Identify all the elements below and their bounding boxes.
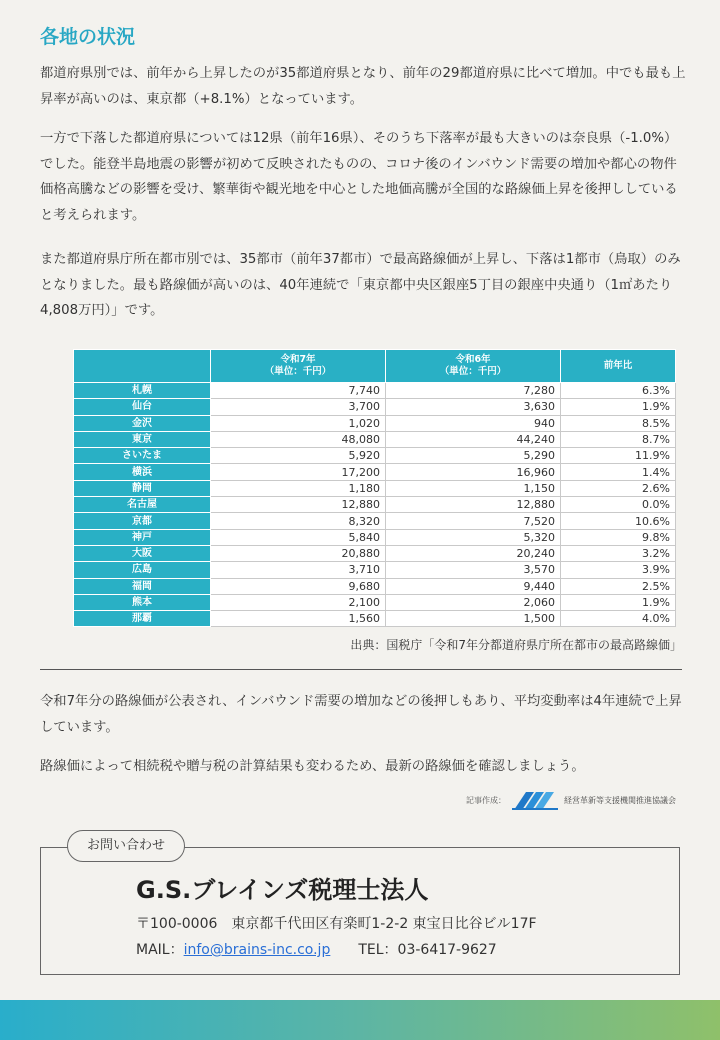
cell-r7-value: 17,200 xyxy=(211,464,386,480)
cell-change: 1.9% xyxy=(561,399,676,415)
header-r6-unit: （単位：千円） xyxy=(439,366,507,377)
table-row xyxy=(74,448,676,464)
contact-line xyxy=(136,939,497,959)
cell-r6-value: 2,060 xyxy=(386,594,561,610)
article-credit xyxy=(466,790,676,810)
cell-r7-value: 1,560 xyxy=(211,611,386,627)
cell-r7-value: 5,840 xyxy=(211,529,386,545)
email-link[interactable]: info@brains-inc.co.jp xyxy=(183,942,331,958)
cell-r6-value: 7,520 xyxy=(386,513,561,529)
route-price-table xyxy=(73,349,676,627)
cell-r7-value: 48,080 xyxy=(211,431,386,447)
cell-r7-value: 1,020 xyxy=(211,415,386,431)
table-row xyxy=(74,464,676,480)
cell-change: 3.9% xyxy=(561,562,676,578)
cell-r7-value: 3,710 xyxy=(211,562,386,578)
cell-r7-value: 5,920 xyxy=(211,448,386,464)
cell-change: 3.2% xyxy=(561,545,676,561)
cell-change: 1.9% xyxy=(561,594,676,610)
cell-change: 0.0% xyxy=(561,497,676,513)
cell-r7-value: 9,680 xyxy=(211,578,386,594)
cell-change: 6.3% xyxy=(561,383,676,399)
company-name: G.S.ブレインズ税理士法人 xyxy=(136,876,429,904)
cell-city: 金沢 xyxy=(74,415,211,431)
paragraph-advice: 路線価によって相続税や贈与税の計算結果も変わるため、最新の路線価を確認しましょう。 xyxy=(40,759,585,774)
cell-r6-value: 5,290 xyxy=(386,448,561,464)
header-r6-year: 令和6年 xyxy=(455,354,491,365)
paragraph-decline-summary: 一方で下落した都道府県については12県（前年16県）、そのうち下落率が最も大きいのは奈良県（-1.0%）でした。能登半島地震の影響が初めて反映されたものの、コロナ後のインバウンド需要の増加や都心の物件価格高騰などの影響を受け、繁華街や観光地を中心とした地価高騰が全国的な路線価上昇を後押ししていると考えられます。 xyxy=(40,131,678,223)
company-address: 〒100-0006 東京都千代田区有楽町1-2-2 東宝日比谷ビル17F xyxy=(136,916,537,932)
cell-r6-value: 9,440 xyxy=(386,578,561,594)
mail-label: MAIL： xyxy=(136,942,184,958)
cell-r6-value: 940 xyxy=(386,415,561,431)
cell-r6-value: 44,240 xyxy=(386,431,561,447)
table-row xyxy=(74,383,676,399)
table-row xyxy=(74,529,676,545)
table-row xyxy=(74,513,676,529)
cell-city: 福岡 xyxy=(74,578,211,594)
cell-change: 9.8% xyxy=(561,529,676,545)
cell-change: 10.6% xyxy=(561,513,676,529)
header-city xyxy=(74,350,211,383)
header-r6 xyxy=(386,350,561,383)
section-divider xyxy=(40,669,682,670)
cell-city: 仙台 xyxy=(74,399,211,415)
phone-number: TEL：03-6417-9627 xyxy=(358,942,497,958)
paragraph-conclusion: 令和7年分の路線価が公表され、インバウンド需要の増加などの後押しもあり、平均変動率は4年連続で上昇しています。 xyxy=(40,694,682,735)
contact-tab-label: お問い合わせ xyxy=(67,830,185,862)
cell-change: 2.5% xyxy=(561,578,676,594)
cell-city: 熊本 xyxy=(74,594,211,610)
header-change: 前年比 xyxy=(561,350,676,383)
cell-change: 8.7% xyxy=(561,431,676,447)
table-row xyxy=(74,611,676,627)
cell-city: 静岡 xyxy=(74,480,211,496)
cell-r6-value: 5,320 xyxy=(386,529,561,545)
paragraph-capital-cities: また都道府県庁所在都市別では、35都市（前年37都市）で最高路線価が上昇し、下落は1都市（鳥取）のみとなりました。最も路線価が高いのは、40年連続で「東京都中央区銀座5丁目の銀座中央通り（1㎡あたり4,808万円）」です。 xyxy=(40,252,681,318)
table-row xyxy=(74,415,676,431)
table-body xyxy=(74,383,676,627)
cell-r7-value: 3,700 xyxy=(211,399,386,415)
credit-label: 記事作成： xyxy=(466,795,506,805)
cell-city: 神戸 xyxy=(74,529,211,545)
cell-r7-value: 2,100 xyxy=(211,594,386,610)
section-title: 各地の状況 xyxy=(40,26,136,48)
cell-r6-value: 7,280 xyxy=(386,383,561,399)
cell-r6-value: 3,570 xyxy=(386,562,561,578)
cell-r7-value: 20,880 xyxy=(211,545,386,561)
cell-change: 8.5% xyxy=(561,415,676,431)
cell-r7-value: 1,180 xyxy=(211,480,386,496)
cell-city: 札幌 xyxy=(74,383,211,399)
table-row xyxy=(74,578,676,594)
cell-r7-value: 12,880 xyxy=(211,497,386,513)
cell-r6-value: 1,150 xyxy=(386,480,561,496)
header-r7-unit: （単位：千円） xyxy=(264,366,332,377)
cell-r6-value: 3,630 xyxy=(386,399,561,415)
table-row xyxy=(74,497,676,513)
cell-city: 大阪 xyxy=(74,545,211,561)
table-row xyxy=(74,562,676,578)
cell-r6-value: 16,960 xyxy=(386,464,561,480)
stripes-logo-icon xyxy=(512,790,558,810)
cell-change: 2.6% xyxy=(561,480,676,496)
cell-r6-value: 20,240 xyxy=(386,545,561,561)
header-r7-year: 令和7年 xyxy=(280,354,316,365)
table-row xyxy=(74,545,676,561)
footer-gradient-bar xyxy=(0,1000,720,1040)
cell-r6-value: 12,880 xyxy=(386,497,561,513)
table-source: 出典：国税庁「令和7年分都道府県庁所在都市の最高路線価」 xyxy=(350,638,682,652)
cell-city: 東京 xyxy=(74,431,211,447)
cell-city: さいたま xyxy=(74,448,211,464)
cell-city: 名古屋 xyxy=(74,497,211,513)
table-row xyxy=(74,431,676,447)
cell-city: 横浜 xyxy=(74,464,211,480)
cell-change: 11.9% xyxy=(561,448,676,464)
table-header-row xyxy=(74,350,676,383)
cell-change: 1.4% xyxy=(561,464,676,480)
cell-city: 那覇 xyxy=(74,611,211,627)
cell-r6-value: 1,500 xyxy=(386,611,561,627)
credit-org: 経営革新等支援機関推進協議会 xyxy=(564,795,676,805)
cell-r7-value: 8,320 xyxy=(211,513,386,529)
table-row xyxy=(74,594,676,610)
cell-city: 広島 xyxy=(74,562,211,578)
table-row xyxy=(74,480,676,496)
paragraph-prefecture-summary: 都道府県別では、前年から上昇したのが35都道府県となり、前年の29都道府県に比べて増加。中でも最も上昇率が高いのは、東京都（+8.1%）となっています。 xyxy=(40,66,686,107)
table-row xyxy=(74,399,676,415)
header-r7 xyxy=(211,350,386,383)
cell-city: 京都 xyxy=(74,513,211,529)
cell-change: 4.0% xyxy=(561,611,676,627)
cell-r7-value: 7,740 xyxy=(211,383,386,399)
